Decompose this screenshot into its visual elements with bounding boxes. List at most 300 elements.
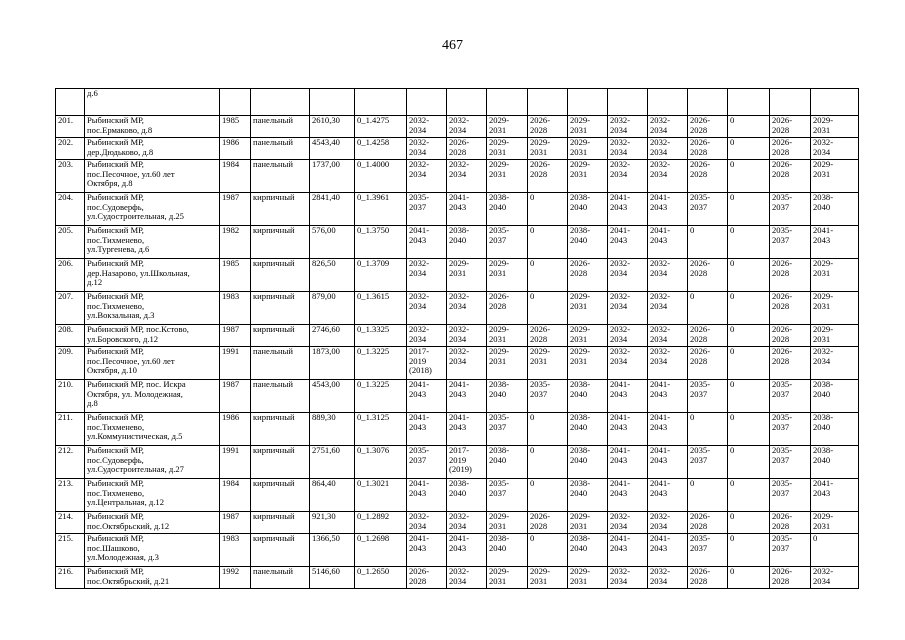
cell-period-p8 <box>688 512 728 534</box>
cell-line: 2038- <box>570 192 591 202</box>
cell-line: 2028 <box>772 575 790 586</box>
table-row <box>56 446 859 479</box>
cell-index: 0_1.3076 <box>355 446 407 479</box>
cell-line: 0 <box>730 192 735 202</box>
cell-line: 2037 <box>409 454 427 465</box>
cell-line: пос.Судоверфь, <box>87 454 144 465</box>
cell-line: 2034 <box>449 333 467 344</box>
cell-line: 2034 <box>650 267 668 278</box>
cell-line: 2028 <box>772 124 790 135</box>
cell-line: 0 <box>813 533 818 543</box>
cell-line: 2029- <box>570 291 591 301</box>
cell-line: 2029- <box>813 291 834 301</box>
cell-line: 2043 <box>409 487 427 498</box>
cell-period-p6 <box>608 259 648 292</box>
cell-line: 2041- <box>449 412 470 422</box>
cell-line: 2038- <box>570 379 591 389</box>
cell-period-p8 <box>688 446 728 479</box>
cell-line: 2034 <box>610 355 628 366</box>
cell-period-p6 <box>608 325 648 347</box>
cell-line: 2017- <box>409 346 430 356</box>
cell-line: 2034 <box>650 300 668 311</box>
cell-line: ул.Молодежная, д.3 <box>87 552 159 563</box>
cell-period-p3 <box>487 534 528 567</box>
cell-num: 213. <box>56 479 85 512</box>
cell-line: 2031 <box>813 333 831 344</box>
cell-period-p4 <box>528 325 568 347</box>
cell-period-p11 <box>811 413 859 446</box>
cell-period-p1 <box>407 413 447 446</box>
cell-line: 0 <box>730 511 735 521</box>
cell-num: 205. <box>56 226 85 259</box>
table-row <box>56 226 859 259</box>
cell-period-p8 <box>688 479 728 512</box>
cell-line: 2028 <box>690 333 708 344</box>
cell-index: 0_1.4000 <box>355 160 407 193</box>
cell-period-p2 <box>447 347 487 380</box>
cell-period-p1 <box>407 116 447 138</box>
cell-line: 2029- <box>489 566 510 576</box>
cell-period-p2 <box>447 567 487 589</box>
cell-area: 2746,60 <box>310 325 355 347</box>
cell-line: 2034 <box>813 575 831 586</box>
cell-line: 2037 <box>690 388 708 399</box>
cell-line: 2032- <box>610 346 631 356</box>
cell-line: 2032- <box>650 291 671 301</box>
cell-line: 2032- <box>610 137 631 147</box>
cell-period-p9 <box>728 259 770 292</box>
cell-line: Рыбинский МР, пос.Кстово, <box>87 324 189 334</box>
cell-area: 879,00 <box>310 292 355 325</box>
cell-period-p10 <box>770 479 811 512</box>
cell-year: 1987 <box>220 325 251 347</box>
cell-line: 2031 <box>570 333 588 344</box>
cell-line: 2035- <box>489 225 510 235</box>
cell-year: 1987 <box>220 380 251 413</box>
cell-year: 1983 <box>220 534 251 567</box>
cell-period-p8 <box>688 226 728 259</box>
cell-line: Рыбинский МР, <box>87 225 144 235</box>
cell-wall-material: панельный <box>251 347 310 380</box>
cell-index: 0_1.4258 <box>355 138 407 160</box>
cell-line: 2026- <box>772 137 793 147</box>
cell-line: 2043 <box>650 388 668 399</box>
cell-line: 2029- <box>489 115 510 125</box>
cell-period-p5 <box>568 116 608 138</box>
cell-line: 2032- <box>650 324 671 334</box>
cell-line: Рыбинский МР, <box>87 115 144 125</box>
cell-line: 2026- <box>772 258 793 268</box>
cell-line: 2032- <box>409 258 430 268</box>
cell-line: 2043 <box>610 487 628 498</box>
cell-line: 2032- <box>650 346 671 356</box>
cell-period-p6 <box>608 160 648 193</box>
cell-index: 0_1.3225 <box>355 380 407 413</box>
cell-area: 4543,00 <box>310 380 355 413</box>
cell-period-p7 <box>648 380 688 413</box>
cell-line: 2019 <box>449 454 467 465</box>
cell-num: 209. <box>56 347 85 380</box>
cell-line: 2026- <box>530 511 551 521</box>
cell-line: 2028 <box>690 168 708 179</box>
cell-line: 2038- <box>570 445 591 455</box>
cell-period-p7 <box>648 325 688 347</box>
cell-line: 2038- <box>570 225 591 235</box>
cell-period-p11 <box>811 160 859 193</box>
cell-year: 1986 <box>220 413 251 446</box>
cell-period-p5 <box>568 380 608 413</box>
cell-line: Рыбинский МР, пос. Искра <box>87 379 186 389</box>
cell-line: 2029- <box>489 511 510 521</box>
cell-line: 2031 <box>570 168 588 179</box>
cell-line: 2037 <box>530 388 548 399</box>
cell-line: 0 <box>730 115 735 125</box>
cell-line: 2026- <box>409 566 430 576</box>
cell-line: 2043 <box>409 234 427 245</box>
cell-address <box>85 413 220 446</box>
cell-line: 0 <box>730 478 735 488</box>
cell-line: 2026- <box>772 511 793 521</box>
cell-line: 2041- <box>650 533 671 543</box>
cell-period-p10 <box>770 534 811 567</box>
cell-line: 2029- <box>489 346 510 356</box>
cell-area: 576,00 <box>310 226 355 259</box>
cell-period-p4 <box>528 380 568 413</box>
cell-line: д.8 <box>87 398 98 409</box>
cell-period-p11 <box>811 116 859 138</box>
cell-period-p11 <box>811 325 859 347</box>
cell-period-p8 <box>688 413 728 446</box>
cell-line: 2040 <box>570 421 588 432</box>
cell-line: Рыбинский МР, <box>87 137 144 147</box>
cell-year: 1987 <box>220 193 251 226</box>
cell-line: 2040 <box>570 201 588 212</box>
cell-period-p2 <box>447 512 487 534</box>
cell-index: 0_1.3750 <box>355 226 407 259</box>
table-row <box>56 116 859 138</box>
cell-period-p1 <box>407 259 447 292</box>
cell-line: 2031 <box>530 146 548 157</box>
cell-period-p10 <box>770 193 811 226</box>
cell-year: 1986 <box>220 138 251 160</box>
cell-line: 2026- <box>690 324 711 334</box>
table-row <box>56 413 859 446</box>
cell-num: 216. <box>56 567 85 589</box>
cell-line: 2043 <box>650 487 668 498</box>
cell-line: 2031 <box>530 355 548 366</box>
cell-line: 2031 <box>489 267 507 278</box>
cell-line: 2034 <box>813 355 831 366</box>
cell-line: 2028 <box>772 300 790 311</box>
cell-period-p11 <box>811 567 859 589</box>
cell-line: 2037 <box>772 201 790 212</box>
table-row <box>56 534 859 567</box>
cell-line: 2040 <box>489 201 507 212</box>
cell-line: 2031 <box>570 355 588 366</box>
cell-line: 2029- <box>813 511 834 521</box>
cell-line: 2028 <box>772 146 790 157</box>
cell-line: 2032- <box>650 159 671 169</box>
cell-line: 2026- <box>570 258 591 268</box>
cell-line: 2035- <box>772 379 793 389</box>
cell-line: 2028 <box>530 333 548 344</box>
cell-line: 2029- <box>813 115 834 125</box>
cell-line: пос.Октябрьский, д.12 <box>87 520 170 531</box>
cell-period-p9 <box>728 193 770 226</box>
cell-line: ул.Тургенева, д.6 <box>87 244 150 255</box>
cell-period-p3 <box>487 325 528 347</box>
cell-address <box>85 567 220 589</box>
cell-period-p10 <box>770 259 811 292</box>
cell-period-p2 <box>447 226 487 259</box>
cell-line: 2032- <box>610 159 631 169</box>
cell-line: (2019) <box>449 464 472 475</box>
cell-period-p2 <box>447 380 487 413</box>
cell-line: 2040 <box>489 454 507 465</box>
cell-line: 2035- <box>690 533 711 543</box>
cell-line: 0 <box>530 478 535 488</box>
cell-line: 2032- <box>449 324 470 334</box>
cell-line: 2029- <box>813 159 834 169</box>
housing-repair-schedule-table <box>55 88 859 589</box>
cell-line: 2040 <box>570 234 588 245</box>
cell-period-p4 <box>528 567 568 589</box>
cell-line: 2043 <box>650 421 668 432</box>
cell-line: 2041- <box>650 445 671 455</box>
cell-period-p10 <box>770 138 811 160</box>
cell-period-p3 <box>487 292 528 325</box>
cell-period-p2 <box>447 138 487 160</box>
cell-line: 0 <box>530 225 535 235</box>
cell-area: 2751,60 <box>310 446 355 479</box>
cell-num: 204. <box>56 193 85 226</box>
table-row-continued <box>56 89 859 116</box>
cell-line: 2026- <box>690 258 711 268</box>
cell-period-p4 <box>528 226 568 259</box>
cell-period-p3 <box>487 259 528 292</box>
cell-line: 2034 <box>610 520 628 531</box>
cell-period-p7 <box>648 479 688 512</box>
cell-line: 2034 <box>449 355 467 366</box>
cell-period-p3 <box>487 446 528 479</box>
cell-line: 2038- <box>813 445 834 455</box>
cell-line: 2034 <box>650 575 668 586</box>
cell-line: 0 <box>690 412 695 422</box>
cell-line: 2034 <box>449 124 467 135</box>
cell-line: 2035- <box>489 478 510 488</box>
cell-wall-material: панельный <box>251 138 310 160</box>
cell-line: 2034 <box>409 124 427 135</box>
cell-index: 0_1.3325 <box>355 325 407 347</box>
cell-line: 2029- <box>489 159 510 169</box>
cell-line: 2032- <box>409 324 430 334</box>
cell-period-p8 <box>688 193 728 226</box>
cell-address <box>85 534 220 567</box>
cell-period-p5 <box>568 193 608 226</box>
cell-line: 2032- <box>650 115 671 125</box>
cell-period-p9 <box>728 138 770 160</box>
cell-period-p4 <box>528 292 568 325</box>
cell-address <box>85 479 220 512</box>
cell-period-p7 <box>648 347 688 380</box>
cell-period-p11 <box>811 347 859 380</box>
cell-line: 2041- <box>650 192 671 202</box>
cell-line: Рыбинский МР, <box>87 346 144 356</box>
cell-line: 2034 <box>610 168 628 179</box>
cell-line: 2028 <box>530 520 548 531</box>
cell-line: 2028 <box>772 520 790 531</box>
cell-line: пос.Тихменево, <box>87 300 145 311</box>
cell-line: 2041- <box>409 379 430 389</box>
cell-line: 2034 <box>449 520 467 531</box>
table-row <box>56 259 859 292</box>
cell-line: 2032- <box>449 346 470 356</box>
cell-line: 2031 <box>530 575 548 586</box>
cell-line: Рыбинский МР, <box>87 258 144 268</box>
cell-period-p9 <box>728 160 770 193</box>
cell-line: 0 <box>730 445 735 455</box>
cell-area: 5146,60 <box>310 567 355 589</box>
cell-line: 2028 <box>530 124 548 135</box>
cell-line: 2038- <box>489 533 510 543</box>
cell-line: 0 <box>730 137 735 147</box>
cell-address <box>85 325 220 347</box>
cell-line: 2032- <box>610 291 631 301</box>
cell-period-p6 <box>608 446 648 479</box>
cell-address <box>85 446 220 479</box>
cell-period-p1 <box>407 534 447 567</box>
cell-line: 2026- <box>772 115 793 125</box>
cell-line: 2032- <box>813 566 834 576</box>
cell-line: 2038- <box>813 379 834 389</box>
cell-line: 2031 <box>813 520 831 531</box>
cell-wall-material: кирпичный <box>251 292 310 325</box>
cell-line: 0 <box>730 533 735 543</box>
cell-line: 2043 <box>610 542 628 553</box>
cell-line: 2037 <box>489 421 507 432</box>
cell-period-p3 <box>487 567 528 589</box>
cell-year: 1987 <box>220 512 251 534</box>
cell-wall-material: кирпичный <box>251 259 310 292</box>
cell-line: 2041- <box>409 225 430 235</box>
cell-period-p5 <box>568 259 608 292</box>
cell-period-p8 <box>688 347 728 380</box>
cell-line: пос.Шашково, <box>87 542 140 553</box>
cell-period-p10 <box>770 413 811 446</box>
cell-line: 0 <box>730 324 735 334</box>
cell-line: 2029- <box>570 346 591 356</box>
cell-line: 2038- <box>489 379 510 389</box>
cell-line: 2031 <box>489 124 507 135</box>
cell-line: 2032- <box>409 511 430 521</box>
cell-line: 2026- <box>530 324 551 334</box>
cell-line: 2028 <box>772 267 790 278</box>
cell-period-p3 <box>487 138 528 160</box>
cell-num: 214. <box>56 512 85 534</box>
cell-line: 2043 <box>610 201 628 212</box>
cell-line: дер.Назарово, ул.Школьная, <box>87 267 190 278</box>
cell-line: 2032- <box>409 137 430 147</box>
cell-period-p4 <box>528 479 568 512</box>
cell-line: Рыбинский МР, <box>87 566 144 576</box>
cell-line: ул.Центральная, д.12 <box>87 497 165 508</box>
cell-period-p8 <box>688 380 728 413</box>
cell-line: 2038- <box>489 445 510 455</box>
cell-line: 2029- <box>570 115 591 125</box>
cell-period-p8 <box>688 160 728 193</box>
cell-period-p1 <box>407 446 447 479</box>
cell-line: 2026- <box>690 511 711 521</box>
cell-line: 2028 <box>690 267 708 278</box>
cell-num: 202. <box>56 138 85 160</box>
cell-line: 2043 <box>610 234 628 245</box>
cell-year: 1983 <box>220 292 251 325</box>
cell-line: Октября, д.10 <box>87 365 137 376</box>
cell-line: 2040 <box>489 388 507 399</box>
cell-period-p2 <box>447 446 487 479</box>
cell-line: 2037 <box>690 542 708 553</box>
cell-line: 2041- <box>409 478 430 488</box>
cell-period-p6 <box>608 413 648 446</box>
cell-address: д.6 <box>85 89 220 116</box>
cell-period-p10 <box>770 512 811 534</box>
cell-line: 2037 <box>690 201 708 212</box>
cell-line: 0 <box>530 192 535 202</box>
cell-wall-material: панельный <box>251 160 310 193</box>
cell-line: 2032- <box>449 291 470 301</box>
cell-line: 0 <box>730 379 735 389</box>
cell-line: пос.Песочное, ул.60 лет <box>87 355 175 366</box>
cell-line: ул.Боровского, д.12 <box>87 333 159 344</box>
cell-period-p3 <box>487 380 528 413</box>
cell-line: 2034 <box>409 168 427 179</box>
cell-line: 2040 <box>813 421 831 432</box>
cell-period-p4 <box>528 259 568 292</box>
cell-period-p10 <box>770 160 811 193</box>
cell-line: 2040 <box>570 388 588 399</box>
cell-line: 2031 <box>813 124 831 135</box>
cell-period-p6 <box>608 193 648 226</box>
cell-period-p9 <box>728 226 770 259</box>
cell-period-p11 <box>811 479 859 512</box>
cell-index: 0_1.3125 <box>355 413 407 446</box>
cell-line: 0 <box>730 225 735 235</box>
cell-period-p9 <box>728 292 770 325</box>
cell-line: 2037 <box>772 388 790 399</box>
cell-address <box>85 138 220 160</box>
cell-line: 2038- <box>813 412 834 422</box>
cell-period-p4 <box>528 193 568 226</box>
cell-wall-material: кирпичный <box>251 325 310 347</box>
cell-period-p6 <box>608 138 648 160</box>
cell-line: 2043 <box>610 388 628 399</box>
cell-line: 2026- <box>772 159 793 169</box>
cell-line: Рыбинский МР, <box>87 192 144 202</box>
cell-line: 2043 <box>449 542 467 553</box>
cell-line: 0 <box>530 258 535 268</box>
cell-line: 2026- <box>489 291 510 301</box>
cell-line: 2043 <box>650 454 668 465</box>
cell-area: 864,40 <box>310 479 355 512</box>
cell-line: дер.Дюдьково, д.8 <box>87 146 154 157</box>
cell-line: Октября, ул. Молодежная, <box>87 388 183 399</box>
cell-period-p1 <box>407 567 447 589</box>
cell-period-p2 <box>447 292 487 325</box>
cell-line: 2041- <box>409 533 430 543</box>
cell-line: 0 <box>530 445 535 455</box>
cell-line: 2028 <box>690 146 708 157</box>
cell-line: 2038- <box>813 192 834 202</box>
